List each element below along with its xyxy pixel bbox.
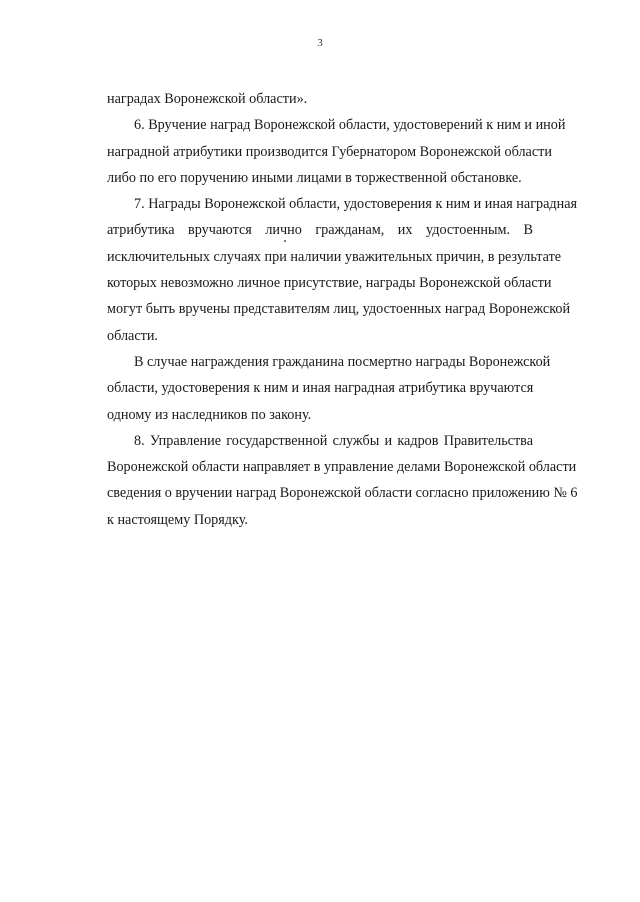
text-line: области.: [107, 327, 158, 344]
text-line: В случае награждения гражданина посмертно награды Воронежской: [134, 353, 551, 370]
text-line: 7. Награды Воронежской области, удостоверения к ним и иная наградная: [134, 196, 578, 213]
paragraph-item-6: [107, 112, 566, 191]
text-line: области, удостоверения к ним и иная наградная атрибутика вручаются: [107, 380, 534, 397]
text-line: наградах Воронежской области».: [107, 91, 308, 107]
text-line: Воронежской области направляет в управление делами Воронежской области: [107, 459, 577, 476]
text-line: могут быть вручены представителям лиц, удостоенных наград Воронежской: [107, 301, 571, 318]
text-line: 6. Вручение наград Воронежской области, удостоверений к ним и иной: [134, 117, 566, 134]
document-body: [107, 86, 578, 533]
text-line: исключительных случаях при наличии уважительных причин, в результате: [107, 248, 562, 265]
text-line: 8. Управление государственной службы и кадров Правительства: [134, 432, 533, 449]
text-line: либо по его поручению иными лицами в торжественной обстановке.: [107, 169, 522, 186]
text-line: которых невозможно личное присутствие, награды Воронежской области: [107, 275, 552, 292]
paragraph-item-8: [107, 428, 578, 533]
text-line: атрибутика вручаются лично гражданам, их удостоенным. В: [107, 222, 533, 239]
text-line: к настоящему Порядку.: [107, 511, 248, 528]
scan-artifact-dot: [284, 240, 286, 242]
paragraph-continuation: [107, 86, 533, 112]
text-line: сведения о вручении наград Воронежской области согласно приложению № 6: [107, 485, 578, 502]
text-line: одному из наследников по закону.: [107, 406, 312, 423]
text-line: наградной атрибутики производится Губернатором Воронежской области: [107, 143, 552, 160]
page-number: 3: [317, 37, 323, 49]
paragraph-item-7-posthumous: [107, 349, 551, 428]
paragraph-item-7: [107, 191, 578, 349]
